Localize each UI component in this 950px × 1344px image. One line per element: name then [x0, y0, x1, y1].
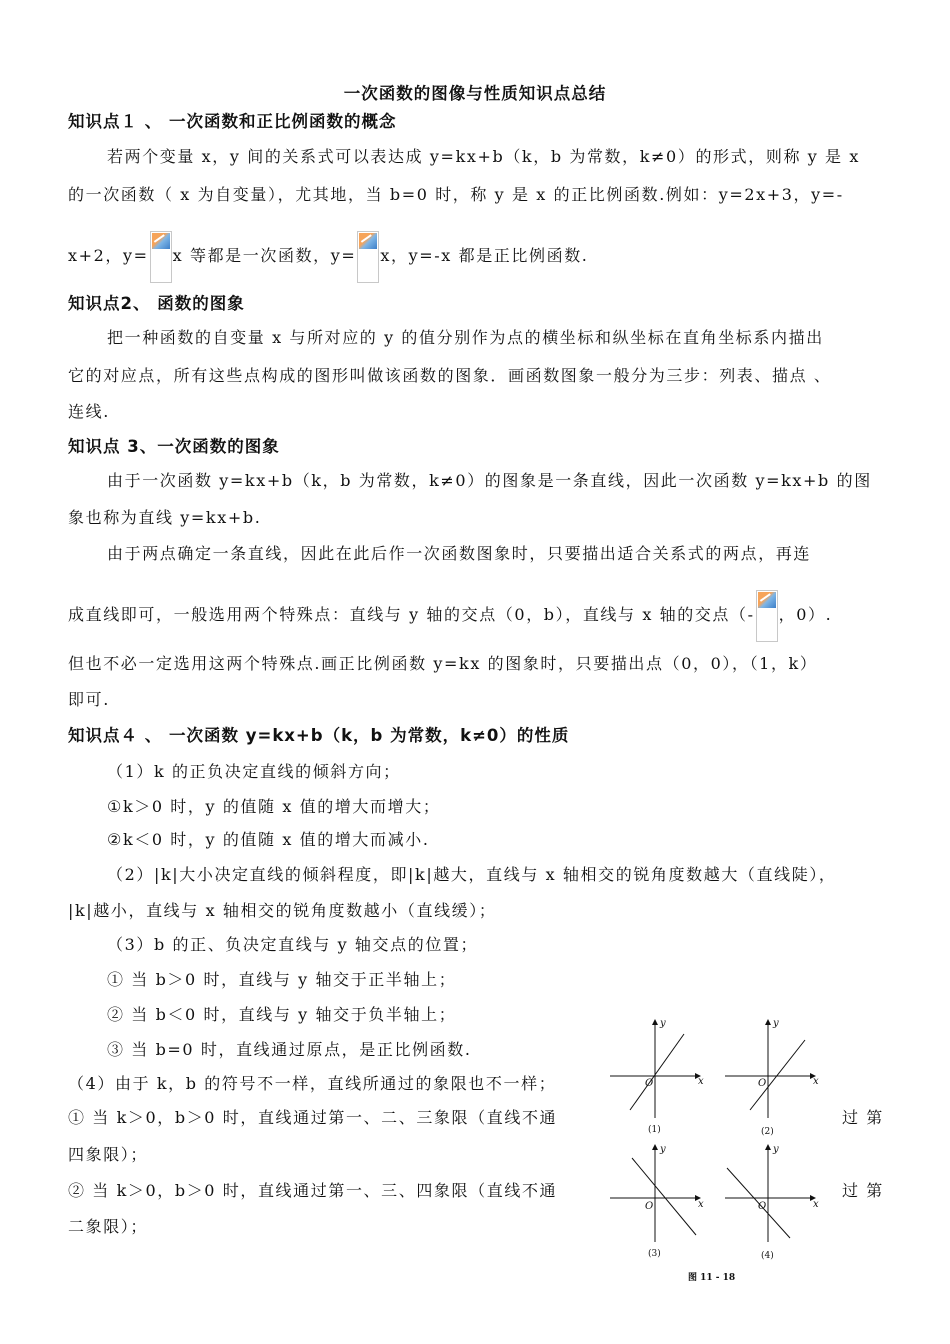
property-b-positive: ① 当 b＞0 时，直线与 y 轴交于正半轴上； — [107, 970, 457, 989]
quadrant-case-2: ② 当 k＞0，b＞0 时，直线通过第一、三、四象限（直线不通 — [68, 1181, 558, 1200]
panel-3-y-label: y — [660, 1144, 666, 1155]
missing-formula-image-icon — [357, 231, 379, 283]
section-3-line-3: 由于两点确定一条直线，因此在此后作一次函数图象时，只要描出适合关系式的两点，再连 — [107, 544, 812, 563]
panel-3-x-label: x — [698, 1199, 704, 1210]
panel-4-origin: O — [758, 1201, 767, 1212]
panel-1-label: (1) — [648, 1125, 661, 1135]
section-1-line-3 — [68, 230, 589, 283]
section-2-line-2: 它的对应点，所有这些点构成的图形叫做该函数的图象．画函数图象一般分为三步：列表、描点 、 — [68, 366, 832, 385]
property-k-magnitude: （2）|k|大小决定直线的倾斜程度，即|k|越大，直线与 x 轴相交的锐角度数越大（直线陡）， — [107, 865, 837, 884]
section-3-heading: 知识点 3、一次函数的图象 — [68, 437, 280, 456]
property-b-negative: ② 当 b＜0 时，直线与 y 轴交于负半轴上； — [107, 1005, 457, 1024]
section-1-line-1: 若两个变量 x，y 间的关系式可以表达成 y=kx+b（k，b 为常数，k≠0）的形式，则称 y 是 x — [107, 147, 860, 166]
panel-3-label: (3) — [648, 1249, 661, 1259]
missing-formula-image-icon — [756, 590, 778, 642]
graph-panel-4 — [725, 1145, 815, 1242]
property-k-magnitude-cont: |k|越小，直线与 x 轴相交的锐角度数越小（直线缓）； — [68, 901, 497, 920]
quadrant-case-1-tail: 过 第 — [842, 1108, 884, 1127]
linear-function-graphs-figure — [600, 1010, 840, 1290]
quadrant-case-1-cont: 四象限）； — [68, 1145, 149, 1164]
panel-4-x-label: x — [813, 1199, 819, 1210]
panel-2-label: (2) — [761, 1127, 774, 1137]
section-2-heading: 知识点2、 函数的图象 — [68, 294, 245, 313]
section-3-line-6: 即可. — [68, 690, 110, 709]
graph-panel-1 — [610, 1020, 700, 1118]
section-2-line-1: 把一种函数的自变量 x 与所对应的 y 的值分别作为点的横坐标和纵坐标在直角坐标系内描出 — [107, 328, 824, 347]
property-k-positive: ①k＞0 时，y 的值随 x 值的增大而增大； — [107, 797, 441, 816]
panel-4-label: (4) — [761, 1251, 774, 1261]
panel-2-y-label: y — [773, 1018, 779, 1029]
section-1-heading: 知识点１ 、 一次函数和正比例函数的概念 — [68, 112, 397, 131]
graph-panel-2 — [725, 1020, 815, 1118]
panel-4-y-label: y — [773, 1144, 779, 1155]
missing-formula-image-icon — [150, 231, 172, 283]
section-4-heading: 知识点４ 、 一次函数 y=kx+b（k，b 为常数，k≠0）的性质 — [68, 726, 570, 745]
section-3-line-4 — [68, 589, 832, 642]
section-2-line-3: 连线. — [68, 402, 110, 421]
property-k-negative: ②k＜0 时，y 的值随 x 值的增大而减小. — [107, 830, 430, 849]
quadrant-case-1: ① 当 k＞0，b＞0 时，直线通过第一、二、三象限（直线不通 — [68, 1108, 558, 1127]
section-1-line-3-part-a: x+2，y= — [68, 246, 149, 265]
document-title: 一次函数的图像与性质知识点总结 — [343, 84, 607, 103]
quadrant-case-2-cont: 二象限）； — [68, 1217, 149, 1236]
property-b-sign: （3）b 的正、负决定直线与 y 轴交点的位置； — [107, 935, 479, 954]
panel-1-y-label: y — [660, 1018, 666, 1029]
section-1-line-3-part-c: x，y=-x 都是正比例函数. — [380, 246, 589, 265]
section-3-line-4-part-b: ，0）. — [778, 605, 833, 624]
section-3-line-5: 但也不必一定选用这两个特殊点.画正比例函数 y=kx 的图象时，只要描出点（0，0），（1，k） — [68, 654, 818, 673]
panel-1-origin: O — [645, 1078, 654, 1089]
quadrant-case-2-tail: 过 第 — [842, 1181, 884, 1200]
section-3-line-1: 由于一次函数 y=kx+b（k，b 为常数，k≠0）的图象是一条直线，因此一次函数 y=kx+b 的图 — [107, 471, 872, 490]
property-quadrants: （4）由于 k，b 的符号不一样，直线所通过的象限也不一样； — [68, 1074, 557, 1093]
section-1-line-3-part-b: x 等都是一次函数，y= — [172, 246, 357, 265]
section-3-line-4-part-a: 成直线即可，一般选用两个特殊点：直线与 y 轴的交点（0，b），直线与 x 轴的交点（- — [68, 605, 755, 624]
graph-panel-3 — [610, 1145, 700, 1242]
figure-caption: 图 11 - 18 — [688, 1273, 736, 1283]
section-1-line-2: 的一次函数（ x 为自变量），尤其地，当 b=0 时，称 y 是 x 的正比例函数.例如：y=2x+3，y=- — [68, 185, 844, 204]
property-k-sign: （1）k 的正负决定直线的倾斜方向； — [107, 762, 401, 781]
panel-1-x-label: x — [698, 1076, 704, 1087]
panel-2-x-label: x — [813, 1076, 819, 1087]
panel-3-origin: O — [645, 1201, 654, 1212]
section-3-line-2: 象也称为直线 y=kx+b. — [68, 508, 262, 527]
panel-2-origin: O — [758, 1078, 767, 1089]
property-b-zero: ③ 当 b=0 时，直线通过原点，是正比例函数. — [107, 1040, 472, 1059]
